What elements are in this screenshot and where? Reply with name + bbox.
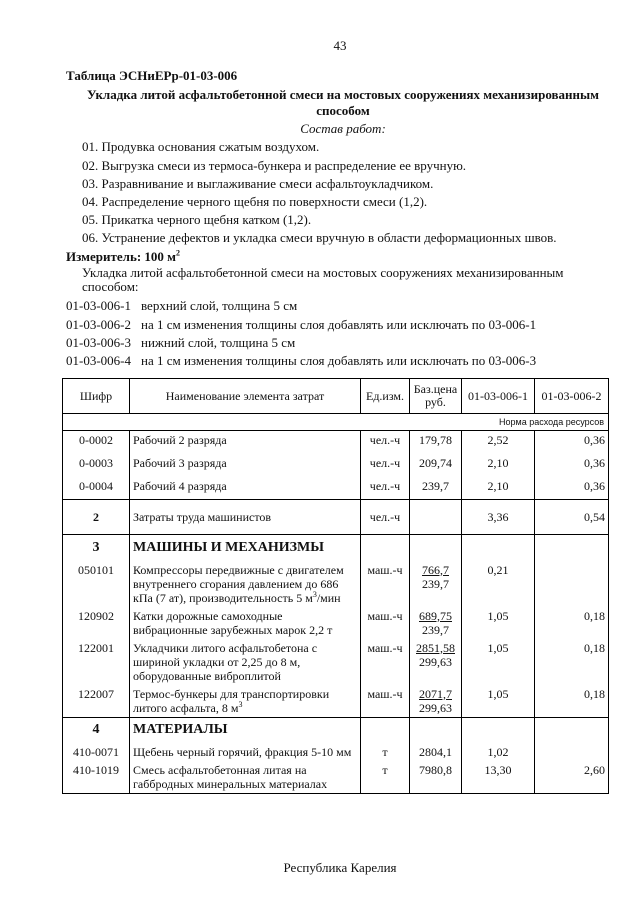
table-row — [63, 761, 609, 794]
empty-cell — [462, 717, 535, 743]
cell-name: Смесь асфальтобетонная литая на габбродных минеральных материалах — [130, 761, 361, 794]
table-header-row — [63, 379, 609, 414]
empty-cell — [361, 717, 410, 743]
resource-table — [62, 378, 609, 794]
cell-name-sup: 3 — [312, 589, 317, 599]
norm-label: Норма расхода ресурсов — [462, 414, 609, 431]
cell-code: 120902 — [63, 607, 130, 639]
cell-unit: маш.-ч — [361, 561, 410, 607]
header-unit: Ед.изм. — [361, 379, 410, 414]
cell-v2: 0,36 — [535, 454, 609, 477]
cell-unit: чел.-ч — [361, 454, 410, 477]
composition-label: Состав работ: — [300, 121, 386, 136]
section-name: Затраты труда машинистов — [130, 500, 361, 535]
cell-v1: 1,05 — [462, 639, 535, 685]
table-row — [63, 561, 609, 607]
cell-v1: 13,30 — [462, 761, 535, 794]
cell-name-text: Компрессоры передвижные с двигателем внутреннего сгорания давлением до 686 кПа (7 ат), производительность 5 м — [133, 562, 344, 605]
cell-price: 209,74 — [410, 454, 462, 477]
section-header-row — [63, 535, 609, 561]
cell-v2: 2,60 — [535, 761, 609, 794]
cell-name — [130, 685, 361, 718]
cell-name: Укладчики литого асфальтобетона с шириной укладки от 2,25 до 8 м, оборудованные виброплитой — [130, 639, 361, 685]
cell-price — [410, 561, 462, 607]
section-number: 3 — [63, 535, 130, 561]
table-row — [63, 743, 609, 761]
page-number: 43 — [333, 38, 347, 53]
cell-price — [410, 639, 462, 685]
header-price — [410, 379, 462, 414]
cell-name-text: Термос-бункеры для транспортировки литого асфальта, 8 м — [133, 686, 330, 715]
empty-cell — [361, 535, 410, 561]
cell-price — [410, 500, 462, 535]
option-code: 01-03-006-3 — [66, 335, 131, 350]
cell-name-tail: /мин — [316, 590, 341, 605]
cell-code: 050101 — [63, 561, 130, 607]
cell-price: 7980,8 — [410, 761, 462, 794]
cell-name: Рабочий 3 разряда — [130, 454, 361, 477]
cell-unit: чел.-ч — [361, 431, 410, 454]
cell-unit: т — [361, 761, 410, 794]
norm-spacer — [63, 414, 462, 431]
option-text: нижний слой, толщина 5 см — [141, 335, 296, 350]
table-row — [63, 685, 609, 718]
cell-code: 0-0004 — [63, 477, 130, 500]
option-code: 01-03-006-1 — [66, 298, 131, 313]
cell-code: 410-0071 — [63, 743, 130, 761]
cell-v1: 3,36 — [462, 500, 535, 535]
cell-v2: 0,36 — [535, 431, 609, 454]
cell-v1: 1,05 — [462, 607, 535, 639]
intro-text: Укладка литой асфальтобетонной смеси на мостовых сооружениях механизированным способом: — [82, 265, 564, 294]
table-code: Таблица ЭСНиЕРр-01-03-006 — [66, 68, 238, 83]
table-row — [63, 454, 609, 477]
cell-v1: 0,21 — [462, 561, 535, 607]
section-row — [63, 500, 609, 535]
price-primary: 689,75 — [419, 608, 452, 623]
table-row — [63, 477, 609, 500]
price-secondary: 299,63 — [419, 700, 452, 715]
work-item: 02. Выгрузка смеси из термоса-бункера и распределение ее вручную. — [82, 158, 467, 173]
cell-v1: 1,05 — [462, 685, 535, 718]
cell-unit: маш.-ч — [361, 685, 410, 718]
cell-v1: 2,10 — [462, 477, 535, 500]
cell-v1: 2,52 — [462, 431, 535, 454]
cell-price: 2804,1 — [410, 743, 462, 761]
work-item: 03. Разравнивание и выглаживание смеси асфальтоукладчиком. — [82, 176, 434, 191]
work-item: 05. Прикатка черного щебня катком (1,2). — [82, 212, 312, 227]
option-text: верхний слой, толщина 5 см — [141, 298, 298, 313]
price-secondary: 299,63 — [419, 654, 452, 669]
table-row — [63, 639, 609, 685]
table-row — [63, 607, 609, 639]
cell-name: Рабочий 4 разряда — [130, 477, 361, 500]
option-row — [66, 353, 536, 369]
table-title: Укладка литой асфальтобетонной смеси на мостовых сооружениях механизированным способом — [86, 87, 600, 118]
option-code: 01-03-006-4 — [66, 353, 131, 368]
cell-price: 239,7 — [410, 477, 462, 500]
cell-unit: чел.-ч — [361, 477, 410, 500]
option-row — [66, 298, 297, 314]
cell-code: 0-0003 — [63, 454, 130, 477]
price-primary: 2071,7 — [419, 686, 452, 701]
header-col2: 01-03-006-2 — [535, 379, 609, 414]
cell-unit: маш.-ч — [361, 639, 410, 685]
cell-name: Щебень черный горячий, фракция 5-10 мм — [130, 743, 361, 761]
section-title: МАТЕРИАЛЫ — [130, 717, 361, 743]
option-code: 01-03-006-2 — [66, 317, 131, 332]
cell-v2: 0,18 — [535, 685, 609, 718]
cell-unit: т — [361, 743, 410, 761]
section-number: 2 — [63, 500, 130, 535]
cell-v2: 0,18 — [535, 639, 609, 685]
cell-v2: 0,18 — [535, 607, 609, 639]
cell-unit: чел.-ч — [361, 500, 410, 535]
cell-name: Рабочий 2 разряда — [130, 431, 361, 454]
norm-row — [63, 414, 609, 431]
work-item: 04. Распределение черного щебня по поверхности смеси (1,2). — [82, 194, 428, 209]
measure-sup: 2 — [176, 248, 181, 258]
cell-code: 410-1019 — [63, 761, 130, 794]
header-col1: 01-03-006-1 — [462, 379, 535, 414]
cell-v2 — [535, 743, 609, 761]
cell-code: 122007 — [63, 685, 130, 718]
cell-v2: 0,36 — [535, 477, 609, 500]
cell-v2: 0,54 — [535, 500, 609, 535]
cell-name-sup: 3 — [238, 699, 243, 709]
cell-price: 179,78 — [410, 431, 462, 454]
header-name: Наименование элемента затрат — [130, 379, 361, 414]
work-item: 01. Продувка основания сжатым воздухом. — [82, 139, 320, 154]
option-row — [66, 335, 295, 351]
price-secondary: 239,7 — [422, 576, 449, 591]
price-primary: 2851,58 — [416, 640, 455, 655]
section-title: МАШИНЫ И МЕХАНИЗМЫ — [130, 535, 361, 561]
header-price-line2: руб. — [425, 395, 446, 409]
work-item: 06. Устранение дефектов и укладка смеси вручную в области деформационных швов. — [82, 230, 557, 245]
table-row — [63, 431, 609, 454]
cell-price — [410, 685, 462, 718]
cell-price — [410, 607, 462, 639]
section-header-row — [63, 717, 609, 743]
cell-v2 — [535, 561, 609, 607]
measure-unit — [66, 249, 180, 265]
section-number: 4 — [63, 717, 130, 743]
empty-cell — [410, 717, 462, 743]
cell-unit: маш.-ч — [361, 607, 410, 639]
cell-name: Катки дорожные самоходные вибрационные зарубежных марок 2,2 т — [130, 607, 361, 639]
page-footer: Республика Карелия — [283, 860, 397, 875]
cell-v1: 1,02 — [462, 743, 535, 761]
cell-code: 0-0002 — [63, 431, 130, 454]
empty-cell — [462, 535, 535, 561]
cell-v1: 2,10 — [462, 454, 535, 477]
cell-code: 122001 — [63, 639, 130, 685]
cell-name — [130, 561, 361, 607]
option-text: на 1 см изменения толщины слоя добавлять или исключать по 03-006-1 — [141, 317, 537, 332]
header-price-line1: Баз.цена — [413, 382, 458, 396]
option-row — [66, 317, 536, 333]
empty-cell — [535, 535, 609, 561]
option-text: на 1 см изменения толщины слоя добавлять или исключать по 03-006-3 — [141, 353, 537, 368]
measure-label: Измеритель: 100 м — [66, 249, 177, 264]
price-primary: 766,7 — [422, 562, 449, 577]
empty-cell — [535, 717, 609, 743]
header-code: Шифр — [63, 379, 130, 414]
empty-cell — [410, 535, 462, 561]
price-secondary: 239,7 — [422, 622, 449, 637]
